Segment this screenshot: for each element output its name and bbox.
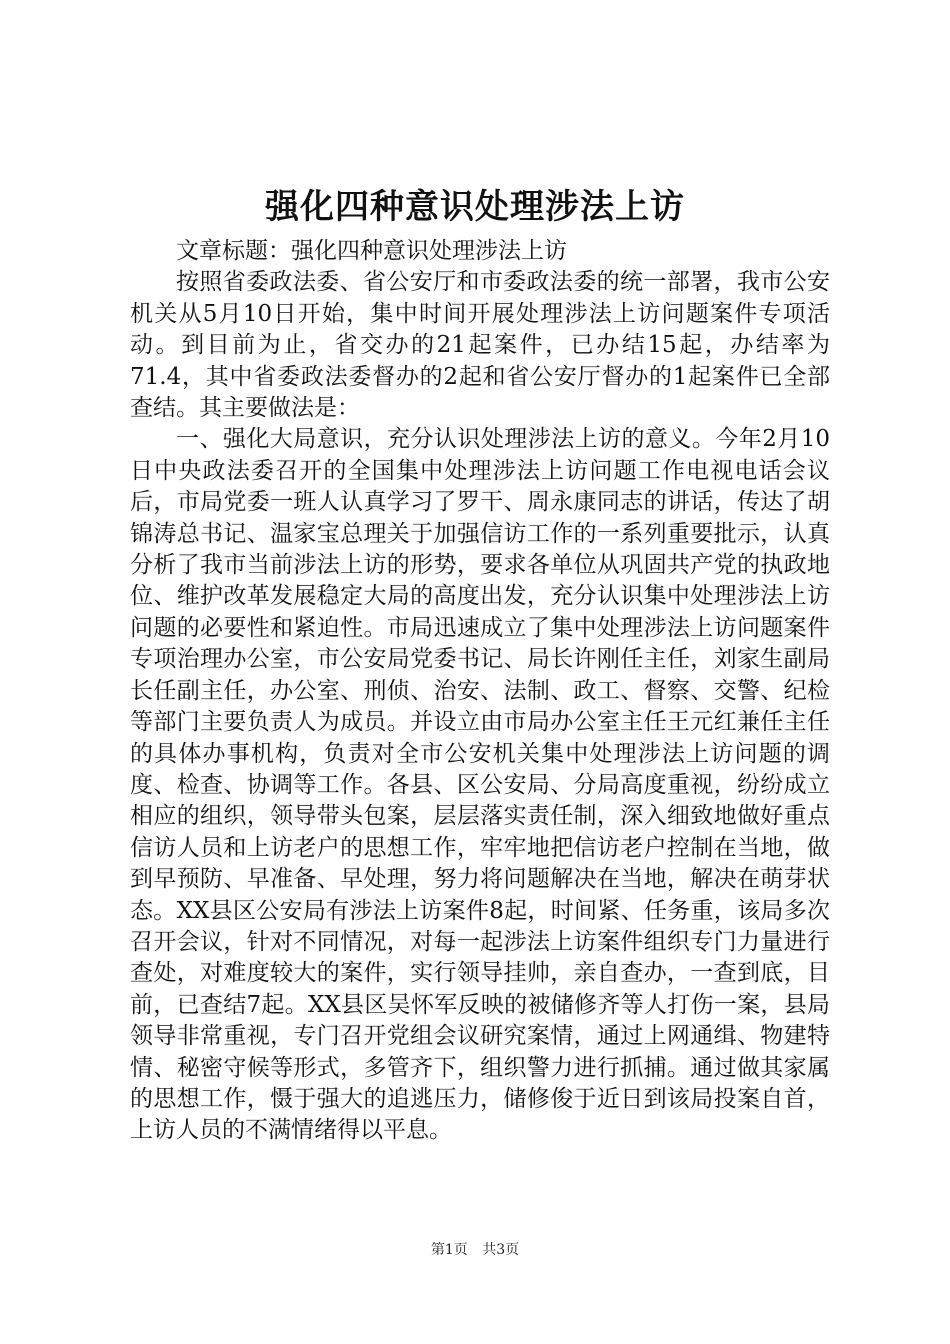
document-body — [130, 236, 830, 1147]
section-one-paragraph: 一、强化大局意识，充分认识处理涉法上访的意义。今年2月10日中央政法委召开的全国集中处理涉法上访问题工作电视电话会议后，市局党委一班人认真学习了罗干、周永康同志的讲话，传达了胡锦涛总书记、温家宝总理关于加强信访工作的一系列重要批示，认真分析了我市当前涉法上访的形势，要求各单位从巩固共产党的执政地位、维护改革发展稳定大局的高度出发，充分认识集中处理涉法上访问题的必要性和紧迫性。市局迅速成立了集中处理涉法上访问题案件专项治理办公室，市公安局党委书记、局长许刚任主任，刘家生副局长任副主任，办公室、刑侦、治安、法制、政工、督察、交警、纪检等部门主要负责人为成员。并设立由市局办公室主任王元红兼任主任的具体办事机构，负责对全市公安机关集中处理涉法上访问题的调度、检查、协调等工作。各县、区公安局、分局高度重视，纷纷成立相应的组织，领导带头包案，层层落实责任制，深入细致地做好重点信访人员和上访老户的思想工作，牢牢地把信访老户控制在当地，做到早预防、早准备、早处理，努力将问题解决在当地，解决在萌芽状态。XX县区公安局有涉法上访案件8起，时间紧、任务重，该局多次召开会议，针对不同情况，对每一起涉法上访案件组织专门力量进行查处，对难度较大的案件，实行领导挂帅，亲自查办，一查到底，目前，已查结7起。XX县区吴怀军反映的被储修齐等人打伤一案，县局领导非常重视，专门召开党组会议研究案情，通过上网通缉、物建特情、秘密守候等形式，多管齐下，组织警力进行抓捕。通过做其家属的思想工作，慑于强大的追逃压力，储修俊于近日到该局投案自首，上访人员的不满情绪得以平息。 — [130, 426, 830, 1144]
intro-paragraph: 按照省委政法委、省公安厅和市委政法委的统一部署，我市公安机关从5月10日开始，集中时间开展处理涉法上访问题案件专项活动。到目前为止，省交办的21起案件，已办结15起，办结率为71.4，其中省委政法委督办的2起和省公安厅督办的1起案件已全部查结。其主要做法是： — [130, 269, 830, 422]
page-total: 共3页 — [482, 1242, 520, 1258]
page-footer — [0, 1240, 950, 1260]
document-title: 强化四种意识处理涉法上访 — [265, 187, 685, 227]
page-number: 第1页 — [430, 1242, 468, 1258]
article-title-line: 文章标题：强化四种意识处理涉法上访 — [176, 238, 567, 264]
